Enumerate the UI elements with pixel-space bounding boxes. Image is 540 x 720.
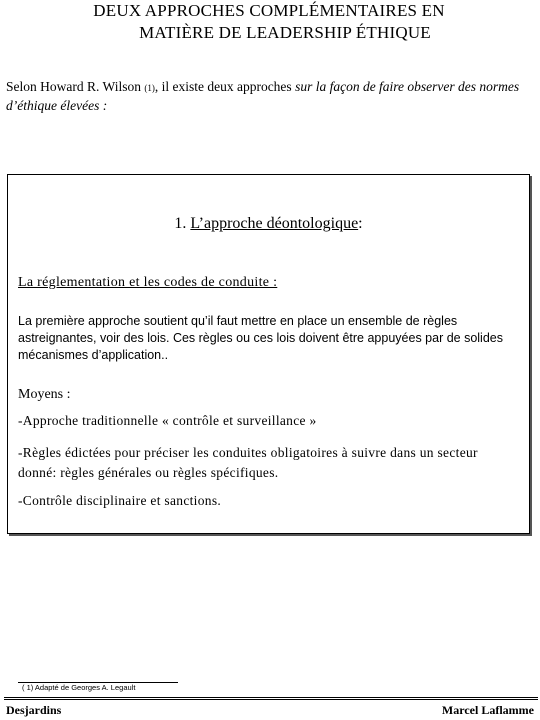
subheading: La réglementation et les codes de conduite : [18,275,278,290]
section-heading-number: 1. [174,215,191,232]
moyens-label: Moyens : [18,387,71,402]
intro-middle: , il existe deux approches [154,79,296,94]
footer-author: Marcel Laflamme [441,703,534,717]
page-title [0,0,540,44]
section-heading [8,215,529,233]
page-title-line-2: MATIÈRE DE LEADERSHIP ÉTHIQUE [139,23,431,42]
section-heading-suffix: : [358,215,363,232]
intro-paragraph [6,78,526,114]
footnote-reference: (1) [144,83,155,93]
list-item: -Contrôle disciplinaire et sanctions. [18,493,222,508]
footer-organization: Desjardins [6,703,62,717]
footer-divider [4,697,538,700]
list-item: -Règles édictées pour préciser les conduites obligatoires à suivre dans un secteur donné: règles générales ou règles spécifiques. [18,445,478,480]
approach-paragraph: La première approche soutient qu’il faut mettre en place un ensemble de règles astreignantes, voir des lois. Ces règles ou ces lois doivent être appuyées par de solides mécanismes d’application.. [18,314,503,362]
page-title-line-1: DEUX APPROCHES COMPLÉMENTAIRES EN [93,1,445,20]
approach-box [7,174,530,534]
list-item: -Approche traditionnelle « contrôle et surveillance » [18,413,317,428]
footnote: ( 1) Adapté de Georges A. Legault [22,683,136,692]
intro-prefix: Selon Howard R. Wilson [6,79,145,94]
section-heading-title: L’approche déontologique [190,215,359,232]
intro-italic: sur la façon de faire observer des normes d’éthique élevées : [6,79,520,113]
